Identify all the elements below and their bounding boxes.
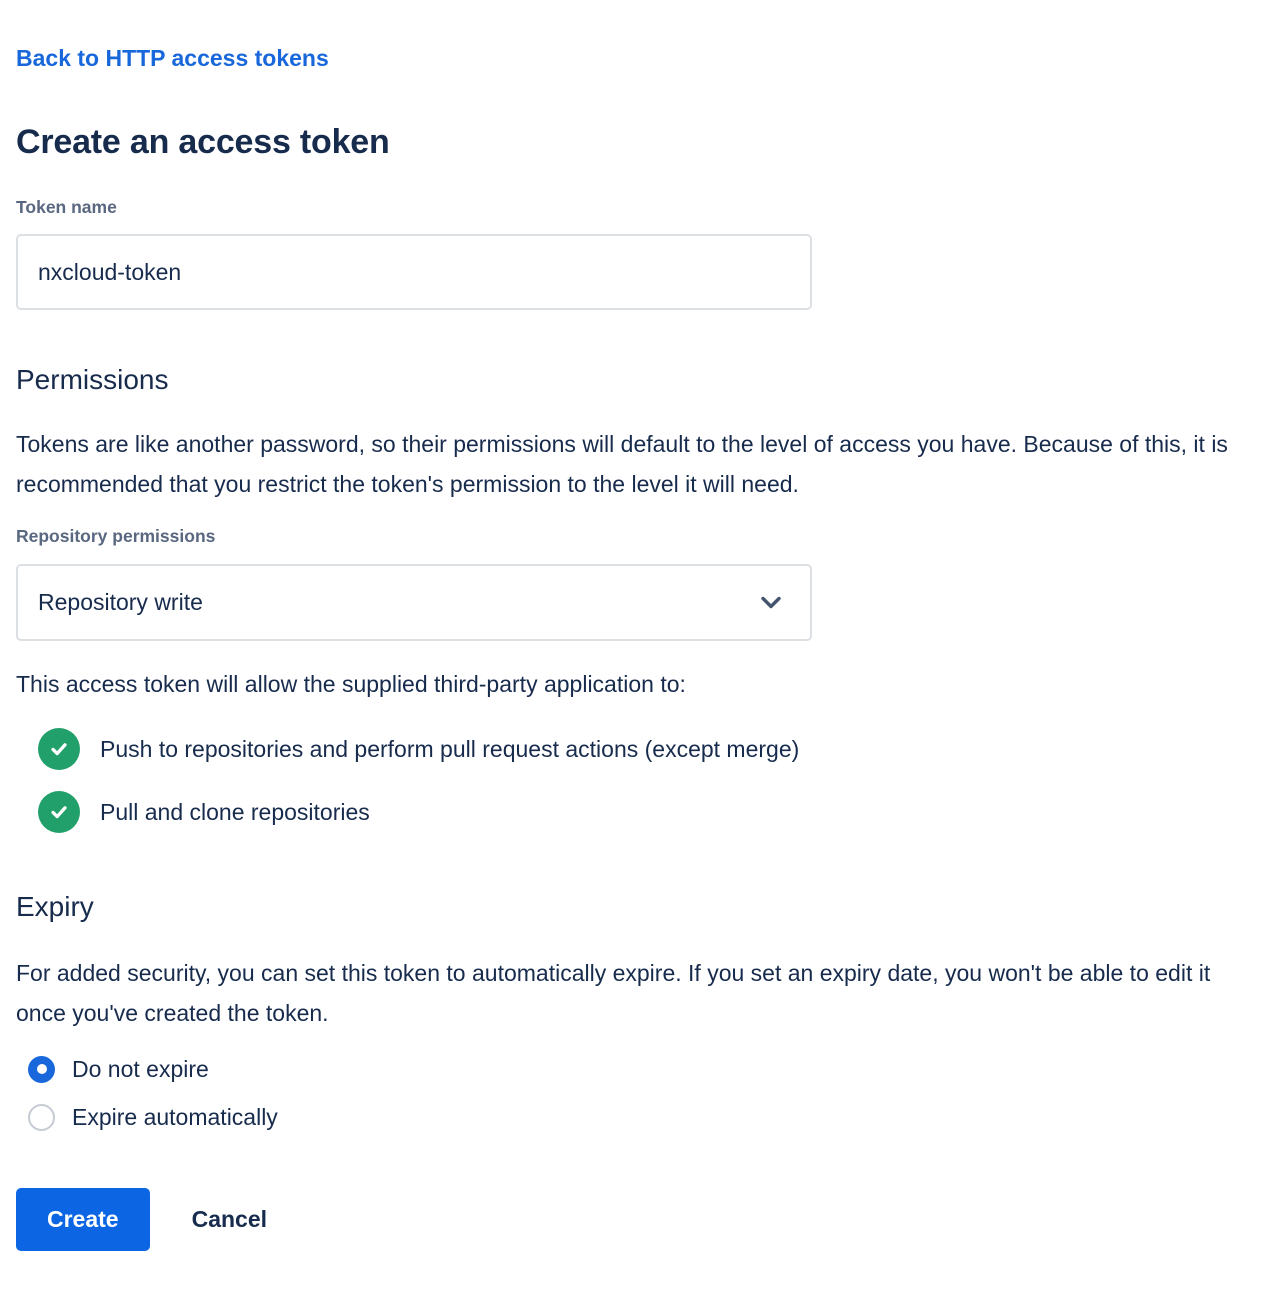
- permissions-description: Tokens are like another password, so their permissions will default to the level of access you have. Because of this, it is recommended that you restrict the token's permission to the level it will need.: [16, 431, 1228, 497]
- chevron-down-icon: [758, 594, 784, 612]
- token-name-label: Token name: [16, 197, 117, 217]
- repository-permissions-label: Repository permissions: [16, 526, 216, 546]
- grant-item-push: [16, 728, 1258, 770]
- radio-label: Do not expire: [72, 1056, 209, 1082]
- expiry-option-do-not-expire[interactable]: [16, 1054, 1258, 1084]
- check-icon: [38, 791, 80, 833]
- back-link[interactable]: Back to HTTP access tokens: [16, 45, 329, 71]
- create-button[interactable]: Create: [16, 1188, 150, 1251]
- permissions-heading: Permissions: [16, 364, 169, 395]
- radio-unselected-icon[interactable]: [28, 1104, 55, 1131]
- form-actions: [16, 1188, 1258, 1251]
- expiry-description: For added security, you can set this token to automatically expire. If you set an expiry date, you won't be able to edit it once you've created the token.: [16, 960, 1211, 1026]
- grant-item-pull: [16, 791, 1258, 833]
- grants-intro: This access token will allow the supplied third-party application to:: [16, 671, 686, 697]
- token-name-input[interactable]: [16, 234, 812, 310]
- repository-permissions-select[interactable]: [16, 564, 812, 641]
- check-icon: [38, 728, 80, 770]
- repository-permissions-value: Repository write: [38, 589, 203, 615]
- radio-selected-icon[interactable]: [28, 1056, 55, 1083]
- grant-label: Pull and clone repositories: [100, 798, 370, 825]
- expiry-option-expire-automatically[interactable]: [16, 1102, 1258, 1132]
- radio-label: Expire automatically: [72, 1104, 278, 1130]
- page-title: Create an access token: [16, 123, 390, 161]
- cancel-button[interactable]: Cancel: [191, 1206, 268, 1232]
- expiry-heading: Expiry: [16, 891, 94, 922]
- grant-label: Push to repositories and perform pull request actions (except merge): [100, 735, 800, 762]
